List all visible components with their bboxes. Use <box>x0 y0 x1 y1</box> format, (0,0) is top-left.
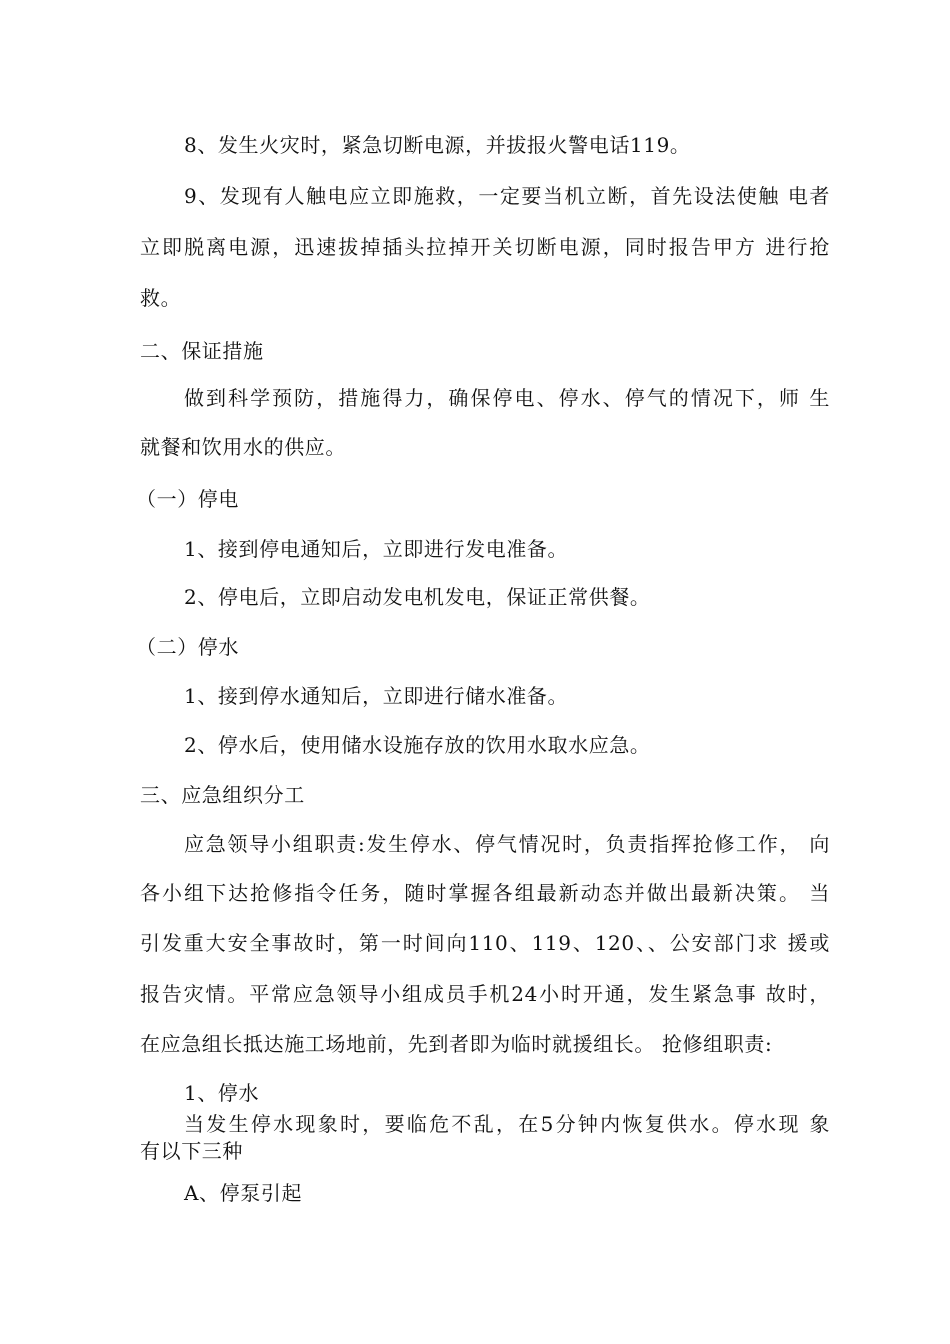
repair-item-1-paragraph-line-1: 当发生停水现象时，要临危不乱，在5分钟内恢复供水。停水现 象 <box>184 1112 830 1136</box>
repair-item-1-heading: 1、停水 <box>184 1081 260 1105</box>
repair-item-a: A、停泵引起 <box>184 1181 303 1205</box>
section-3-paragraph-line-3: 引发重大安全事故时，第一时间向110、119、120、、公安部门求 援或 <box>140 931 830 955</box>
section-3-paragraph-line-1: 应急领导小组职责:发生停水、停气情况时，负责指挥抢修工作， 向 <box>184 832 830 856</box>
subsection-heading-power-outage: （一）停电 <box>136 487 239 511</box>
section-3-paragraph-line-5: 在应急组长抵达施工场地前，先到者即为临时就援组长。 抢修组职责: <box>140 1032 773 1056</box>
section-heading-2: 二、保证措施 <box>140 339 264 363</box>
section-3-paragraph-line-2: 各小组下达抢修指令任务，随时掌握各组最新动态并做出最新决策。 当 <box>140 881 830 905</box>
power-outage-item-1: 1、接到停电通知后，立即进行发电准备。 <box>184 537 569 561</box>
water-outage-item-2: 2、停水后，使用储水设施存放的饮用水取水应急。 <box>184 733 651 757</box>
paragraph-item-9-line-1: 9、发现有人触电应立即施救，一定要当机立断，首先设法使触 电者 <box>184 184 830 208</box>
water-outage-item-1: 1、接到停水通知后，立即进行储水准备。 <box>184 684 569 708</box>
subsection-heading-water-outage: （二）停水 <box>136 635 239 659</box>
section-2-paragraph-line-2: 就餐和饮用水的供应。 <box>140 435 346 459</box>
paragraph-item-9-line-3: 救。 <box>140 286 182 310</box>
paragraph-item-8: 8、发生火灾时，紧急切断电源，并拔报火警电话119。 <box>184 133 691 157</box>
paragraph-item-9-line-2: 立即脱离电源，迅速拔掉插头拉掉开关切断电源，同时报告甲方 进行抢 <box>140 235 830 259</box>
section-3-paragraph-line-4: 报告灾情。平常应急领导小组成员手机24小时开通，发生紧急事 故时， <box>140 982 830 1006</box>
section-2-paragraph-line-1: 做到科学预防，措施得力，确保停电、停水、停气的情况下，师 生 <box>184 386 830 410</box>
section-heading-3: 三、应急组织分工 <box>140 783 305 807</box>
repair-item-1-paragraph-line-2: 有以下三种 <box>140 1139 243 1163</box>
power-outage-item-2: 2、停电后，立即启动发电机发电，保证正常供餐。 <box>184 585 651 609</box>
